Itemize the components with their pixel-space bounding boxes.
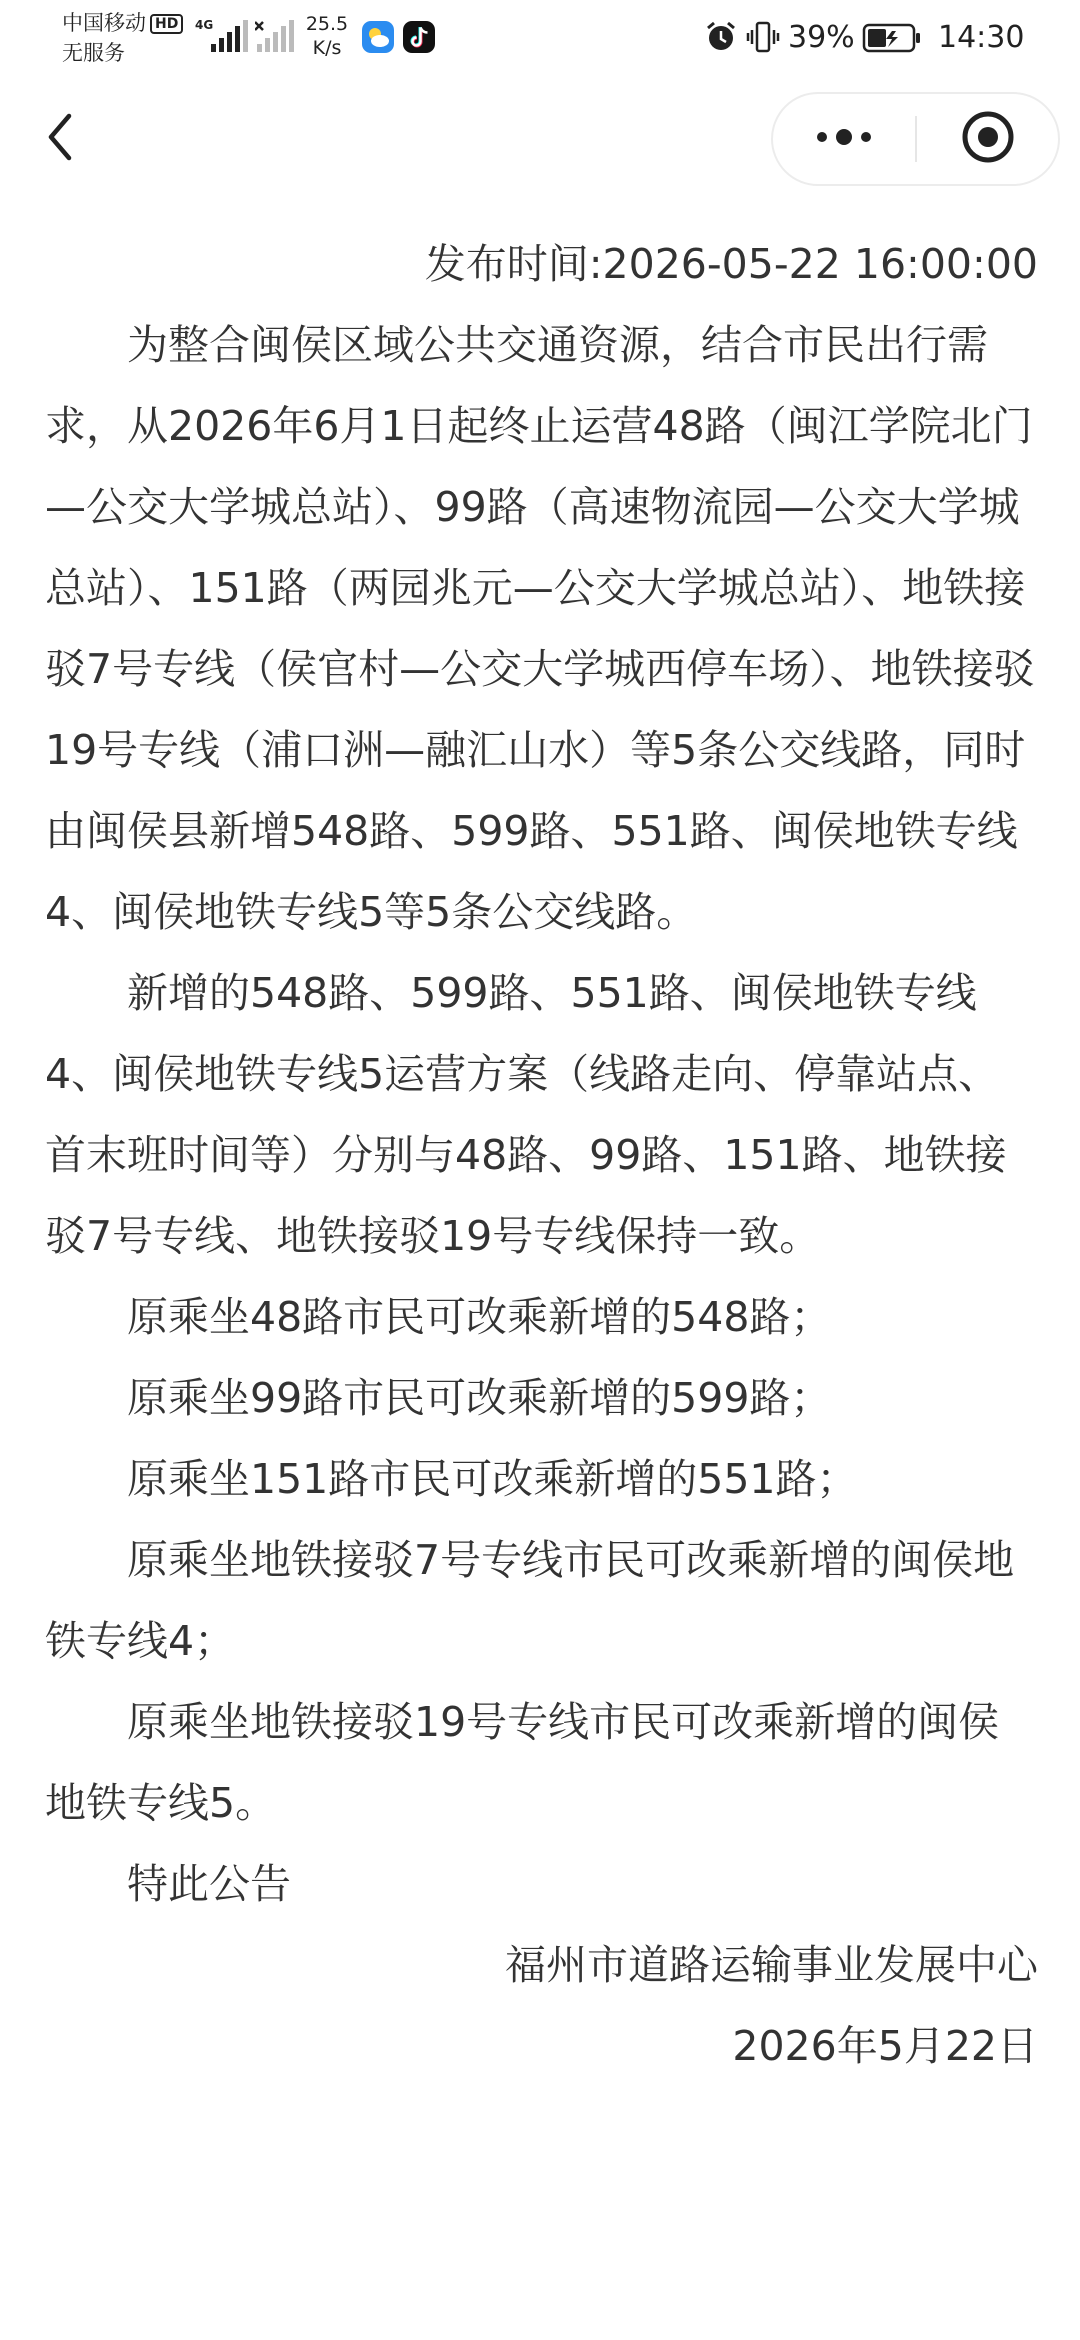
alarm-icon: [704, 20, 738, 58]
close-button[interactable]: [917, 94, 1058, 184]
article-paragraph: 新增的548路、599路、551路、闽侯地铁专线4、闽侯地铁专线5运营方案（线路走向、停靠站点、首末班时间等）分别与48路、99路、151路、地铁接驳7号专线、地铁接驳19号专线保持一致。: [45, 969, 1007, 1260]
weather-app-icon: [362, 21, 394, 53]
article-body: [45, 224, 1038, 2087]
battery-icon: [862, 22, 922, 58]
article-paragraph: 原乘坐99路市民可改乘新增的599路；: [127, 1374, 832, 1422]
article-paragraph: 原乘坐151路市民可改乘新增的551路；: [127, 1455, 858, 1503]
target-circle-icon: [960, 109, 1016, 169]
mini-program-capsule: [771, 92, 1060, 186]
signature-org: 福州市道路运输事业发展中心: [505, 1941, 1038, 1989]
signature-date: 2026年5月22日: [732, 2022, 1038, 2070]
nav-bar: [0, 78, 1080, 200]
publish-time: 发布时间:2026-05-22 16:00:00: [424, 240, 1038, 288]
more-dots-icon: [812, 127, 876, 151]
carrier-name: 中国移动: [62, 11, 146, 35]
chevron-left-icon: [45, 112, 75, 166]
hd-badge: HD: [150, 14, 183, 34]
network-type: 4G: [195, 18, 214, 32]
back-button[interactable]: [30, 104, 90, 174]
carrier-info: [62, 8, 183, 68]
article-paragraph: 原乘坐48路市民可改乘新增的548路；: [127, 1293, 832, 1341]
tiktok-app-icon: [403, 21, 435, 53]
status-right: [680, 0, 1080, 78]
net-speed-value: 25.5: [305, 13, 349, 35]
carrier-status: 无服务: [62, 41, 125, 65]
battery-percent: 39%: [788, 20, 855, 55]
more-button[interactable]: [773, 94, 915, 184]
article-paragraph: 原乘坐地铁接驳19号专线市民可改乘新增的闽侯地铁专线5。: [45, 1698, 1000, 1827]
net-speed: [302, 12, 352, 60]
status-bar: [0, 0, 1080, 78]
article-paragraph: 原乘坐地铁接驳7号专线市民可改乘新增的闽侯地铁专线4；: [45, 1536, 1015, 1665]
article-closing: 特此公告: [127, 1860, 291, 1908]
net-speed-unit: K/s: [312, 37, 342, 59]
vibrate-icon: [746, 20, 780, 58]
article-paragraph: 为整合闽侯区域公共交通资源，结合市民出行需求，从2026年6月1日起终止运营48路（闽江学院北门—公交大学城总站）、99路（高速物流园—公交大学城总站）、151路（两园兆元—公交大学城总站）、地铁接驳7号专线（侯官村—公交大学城西停车场）、地铁接驳19号专线（浦口洲—融汇山水）等5条公交线路，同时由闽侯县新增548路、599路、551路、闽侯地铁专线4、闽侯地铁专线5等5条公交线路。: [45, 321, 1035, 936]
clock: 14:30: [938, 20, 1025, 55]
